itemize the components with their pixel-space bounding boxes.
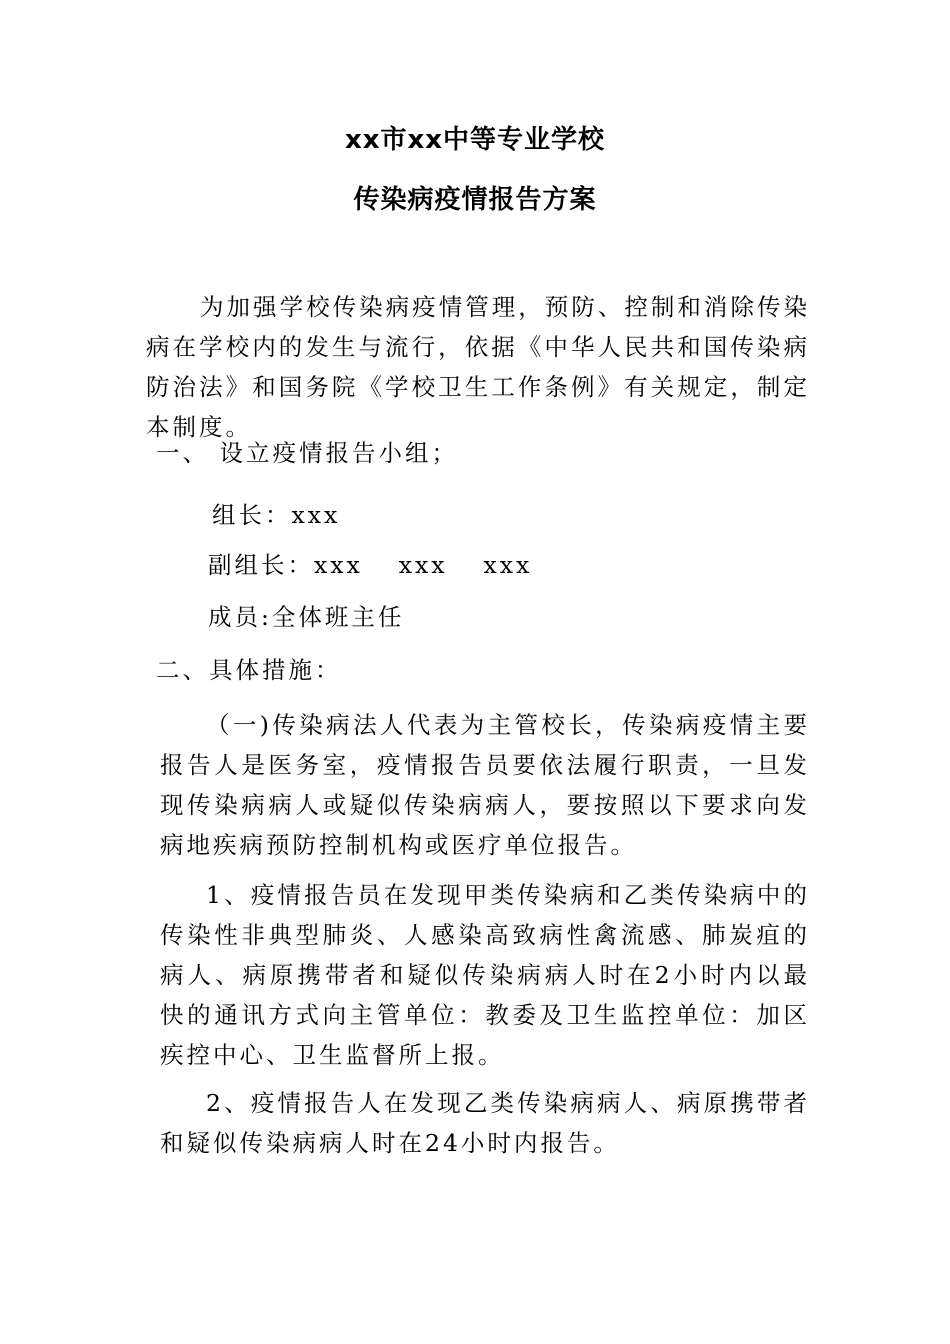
group-leader-line [212,495,876,535]
vice-leader-name: xxx [314,551,363,579]
section-2-heading: 二、具体措施： [156,656,342,684]
measure-1-paragraph: （一)传染病法人代表为主管校长，传染病疫情主要报告人是医务室，疫情报告员要依法履行职责，一旦发现传染病病人或疑似传染病病人，要按照以下要求向发病地疾病预防控制机构或医疗单位报告。 [160,711,810,859]
vice-leader-name: xxx [398,551,448,579]
section-1-heading: 一、 设立疫情报告小组； [156,439,458,467]
members-line: 成员:全体班主任 [208,603,405,631]
group-leader-label: 组长： [212,501,292,529]
vice-leader-line [208,545,872,585]
vice-leader-name: xxx [483,551,533,579]
vice-leader-label: 副组长： [208,551,314,579]
reporting-item-1: 1、疫情报告员在发现甲类传染病和乙类传染病中的传染性非典型肺炎、人感染高致病性禽流感、肺炭疽的病人、病原携带者和疑似传染病病人时在2小时内以最快的通讯方式向主管单位：教委及卫生监控单位：加区疾控中心、卫生监督所上报。 [160,881,810,1069]
group-leader-name: xxx [291,501,341,529]
reporting-item-2: 2、疫情报告人在发现乙类传染病病人、病原携带者和疑似传染病病人时在24小时内报告。 [160,1089,810,1157]
intro-paragraph: 为加强学校传染病疫情管理，预防、控制和消除传染病在学校内的发生与流行，依据《中华人民共和国传染病防治法》和国务院《学校卫生工作条例》有关规定，制定本制度。 [146,293,810,441]
document-title-school: xx市xx中等专业学校 [344,125,606,155]
document-title-plan: 传染病疫情报告方案 [353,185,597,215]
